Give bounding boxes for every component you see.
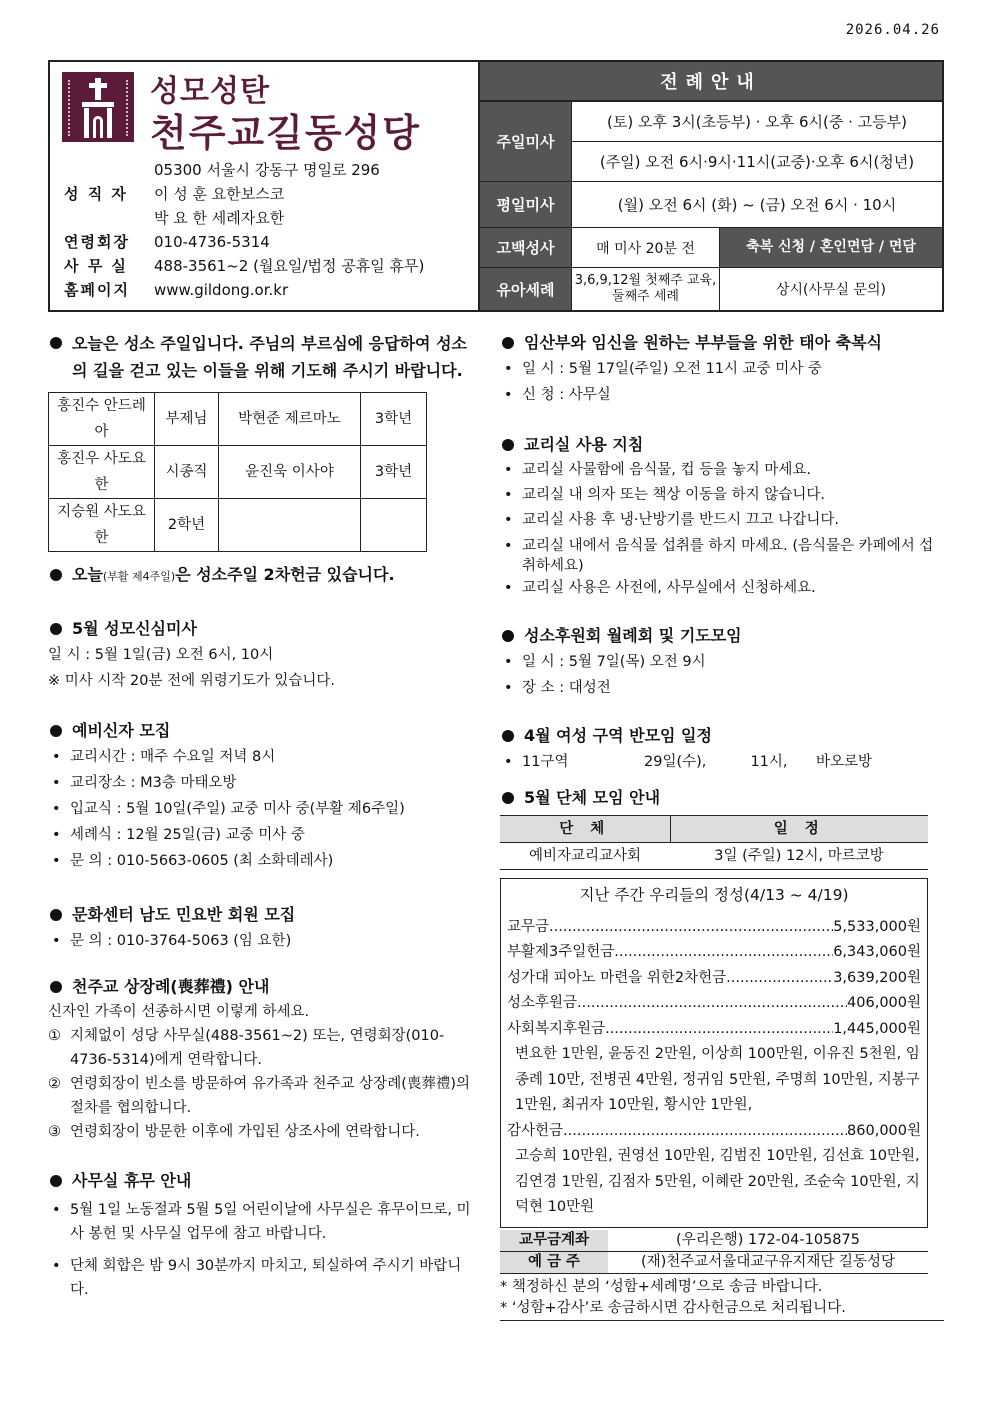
section-title: 임산부와 임신을 원하는 부부들을 위한 태아 축복식 — [524, 333, 882, 352]
account-info — [500, 1230, 928, 1274]
mass-schedule-panel — [480, 62, 942, 310]
account-notes: * 책정하신 분의 ‘성함+세례명’으로 송금 바랍니다. * ‘성함+감사’로 송금하시면 감사헌금으로 처리됩니다. — [500, 1277, 944, 1321]
section-title: 사무실 휴무 안내 — [72, 1171, 192, 1190]
table-row: 예비자교리교사회 3일 (주일) 12시, 마르코방 — [500, 843, 928, 870]
office-phone: 488-3561~2 (월요일/법정 공휴일 휴무) — [154, 257, 425, 275]
list-item: • 문 의 : 010-5663-0605 (최 소화데레사) — [52, 853, 334, 869]
list-item: • 11구역 29일(수), 11시, 바오로방 — [504, 754, 873, 770]
parish-address: 05300 서울시 강동구 명일로 296 — [154, 161, 380, 179]
office-closure-section — [48, 1168, 478, 1302]
parish-contacts — [64, 158, 424, 302]
clergy-1: 이 성 훈 요한보스코 — [154, 185, 285, 203]
confession-row — [480, 228, 942, 268]
list-item: • 신 청 : 사무실 — [504, 387, 611, 403]
right-column — [500, 330, 944, 1321]
blessing-request-label: 축복 신청 / 혼인면담 / 면담 — [720, 228, 942, 267]
confession-time: 매 미사 20분 전 — [572, 228, 720, 267]
weekday-mass-row — [480, 182, 942, 228]
section-title: 5월 단체 모임 안내 — [524, 788, 661, 807]
sunday-mass-sunday: (주일) 오전 6시·9시·11시(교중)·오후 6시(청년) — [599, 153, 915, 171]
infant-baptism-label: 유아세례 — [480, 268, 572, 310]
bulletin-date: 2026.04.26 — [845, 22, 940, 38]
funeral-section: 천주교 상장례(喪葬禮) 안내 신자인 가족이 선종하시면 이렇게 하세요. ① 지체없이 성당 사무실(488-3561~2) 또는, 연령회장(010-4736-5314)에게 연락합니다. ② 연령회장이 빈소를 방문하여 유가족과 천주교 상장례(喪葬禮)의 절차를 협의합니다. ③ 연령회장이 방문한 이후에 가입된 상조사에 연락합니다. — [48, 974, 478, 1144]
may-mass-section: 5월 성모신심미사 일 시 : 5월 1일(금) 오전 6시, 10시 ※ 미사 시작 20분 전에 위령기도가 있습니다. — [48, 616, 478, 694]
homepage-label: 홈페이지 — [64, 281, 130, 299]
section-title: 천주교 상장례(喪葬禮) 안내 — [72, 977, 270, 996]
list-item: • 교리실 사용 후 냉·난방기를 반드시 끄고 나갑니다. — [504, 512, 840, 528]
parish-info-panel — [50, 62, 480, 310]
classroom-rules-section — [500, 432, 944, 601]
section-title: 교리실 사용 지침 — [524, 435, 644, 454]
office-label: 사 무 실 — [64, 257, 128, 275]
offering-summary-box — [500, 878, 928, 1228]
infant-baptism-schedule: 3,6,9,12월 첫째주 교육, 둘째주 세례 — [572, 268, 720, 310]
intro-notice: 오늘은 성소 주일입니다. 주님의 부르심에 응답하여 성소의 길을 걷고 있는 이들을 위해 기도해 주시기 바랍니다. — [48, 330, 478, 384]
confession-label: 고백성사 — [480, 228, 572, 267]
president-label: 연령회장 — [64, 233, 130, 251]
president-phone: 010-4736-5314 — [154, 233, 270, 251]
women-group-section — [500, 723, 944, 775]
list-item: • 교리장소 : M3층 마태오방 — [52, 775, 237, 791]
section-title: 4월 여성 구역 반모임 일정 — [524, 726, 712, 745]
mass-schedule-title: 전례안내 — [480, 62, 942, 102]
clergy-label: 성 직 자 — [64, 185, 128, 203]
homepage-link[interactable]: www.gildong.or.kr — [154, 281, 289, 299]
weekday-mass-times: (월) 오전 6시 (화) ~ (금) 오전 6시 · 10시 — [617, 196, 897, 214]
list-item: • 문 의 : 010-3764-5063 (임 요한) — [52, 933, 292, 949]
list-item: • 5월 1일 노동절과 5월 5일 어린이날에 사무실은 휴무이므로, 미사 봉헌 및 사무실 업무에 참고 바랍니다. — [52, 1202, 471, 1242]
vocation-support-section — [500, 623, 944, 701]
infant-baptism-row — [480, 268, 942, 310]
sunday-mass-label: 주일미사 — [480, 102, 572, 181]
list-item: • 교리시간 : 매주 수요일 저녁 8시 — [52, 749, 276, 765]
list-item: ② 연령회장이 빈소를 방문하여 유가족과 천주교 상장례(喪葬禮)의 절차를 협의합니다. — [48, 1076, 471, 1116]
list-item: • 세례식 : 12월 25일(금) 교중 미사 중 — [52, 827, 305, 843]
church-logo-icon — [62, 72, 134, 142]
sunday-mass-saturday: (토) 오후 3시(초등부) · 오후 6시(중 · 고등부) — [572, 102, 942, 142]
thanks-donors: 고승희 10만원, 권영선 10만원, 김범진 10만원, 김선효 10만원, 김연경 1만원, 김점자 5만원, 이혜란 20만원, 조순숙 10만원, 지덕현 10만원 — [515, 1148, 920, 1215]
group-meeting-table: 단 체 일 정 예비자교리교사회 3일 (주일) 12시, 마르코방 — [500, 815, 928, 870]
offering-row: 성소후원금 ..... 406,000원 — [507, 991, 921, 1017]
section-title: 예비신자 모집 — [72, 721, 171, 740]
list-item: • 입교식 : 5월 10일(주일) 교중 미사 중(부활 제6주일) — [52, 801, 405, 817]
list-item: ① 지체없이 성당 사무실(488-3561~2) 또는, 연령회장(010-4736-5314)에게 연락합니다. — [48, 1028, 445, 1068]
offering-row: 감사헌금 ..... 860,000원 — [507, 1119, 921, 1145]
section-title: 문화센터 남도 민요반 회원 모집 — [72, 905, 296, 924]
account-number: (우리은행) 172-04-105875 — [676, 1232, 860, 1248]
section-title: 5월 성모신심미사 — [72, 619, 197, 638]
offering-row: 부활제3주일헌금 ..... 6,343,060원 — [507, 940, 921, 966]
account-holder: (재)천주교서울대교구유지재단 길동성당 — [640, 1254, 896, 1270]
offering-row: 교무금 ..... 5,533,000원 — [507, 915, 921, 941]
folk-song-section — [48, 902, 478, 954]
offering-row: 사회복지후원금 ..... 1,445,000원 — [507, 1017, 921, 1043]
blessing-request-note: 상시(사무실 문의) — [775, 282, 887, 298]
list-item: • 일 시 : 5월 7일(목) 오전 9시 — [504, 654, 706, 670]
list-item: • 교리실 사물함에 음식물, 컵 등을 놓지 마세요. — [504, 462, 811, 478]
group-meeting-section — [500, 785, 944, 870]
parish-title: 천주교길동성당 — [150, 111, 421, 155]
offering-row: 성가대 피아노 마련을 위한2차헌금 ..... 3,639,200원 — [507, 966, 921, 992]
second-collection-notice: 오늘(부활 제4주일)은 성소주일 2차헌금 있습니다. — [48, 562, 478, 590]
list-item: ③ 연령회장이 방문한 이후에 가입된 상조사에 연락합니다. — [48, 1124, 420, 1140]
account-holder-row: 예 금 주 (재)천주교서울대교구유지재단 길동성당 — [500, 1252, 928, 1274]
parish-subtitle: 성모성탄 — [150, 74, 270, 109]
table-row: 홍진우 사도요한 시종직 윤진욱 이사야 3학년 — [49, 446, 427, 499]
list-item: • 교리실 내 의자 또는 책상 이동을 하지 않습니다. — [504, 487, 826, 503]
sunday-mass-row — [480, 102, 942, 182]
weekday-mass-label: 평일미사 — [480, 182, 572, 227]
vocation-names-table — [48, 392, 427, 552]
offering-summary-title: 지난 주간 우리들의 정성(4/13 ~ 4/19) — [579, 886, 849, 904]
welfare-donors: 변요한 1만원, 윤동진 2만원, 이상희 100만원, 이유진 5천원, 임종례 10만, 전병권 4만원, 정귀임 5만원, 주명희 10만원, 지봉구 1만원, 최귀자 10만원, 황시안 1만원, — [515, 1046, 920, 1113]
bulletin-header — [48, 60, 944, 312]
list-item: • 단체 회합은 밤 9시 30분까지 마치고, 퇴실하여 주시기 바랍니다. — [52, 1258, 462, 1298]
left-column — [48, 330, 478, 1320]
list-item: • 교리실 내에서 음식물 섭취를 하지 마세요. (음식물은 카페에서 섭취하세요) — [504, 538, 934, 574]
catechumen-section — [48, 718, 478, 874]
clergy-2: 박 요 한 세례자요한 — [154, 209, 285, 227]
fetal-blessing-section — [500, 330, 944, 408]
table-row: 홍진수 안드레아 부제님 박현준 제르마노 3학년 — [49, 393, 427, 446]
list-item: • 일 시 : 5월 17일(주일) 오전 11시 교중 미사 중 — [504, 361, 822, 377]
section-title: 성소후원회 월례회 및 기도모임 — [524, 626, 742, 645]
account-row: 교무금계좌 (우리은행) 172-04-105875 — [500, 1230, 928, 1252]
list-item: • 장 소 : 대성전 — [504, 680, 611, 696]
list-item: • 교리실 사용은 사전에, 사무실에서 신청하세요. — [504, 580, 816, 596]
table-row: 지승원 사도요한 2학년 — [49, 499, 427, 552]
